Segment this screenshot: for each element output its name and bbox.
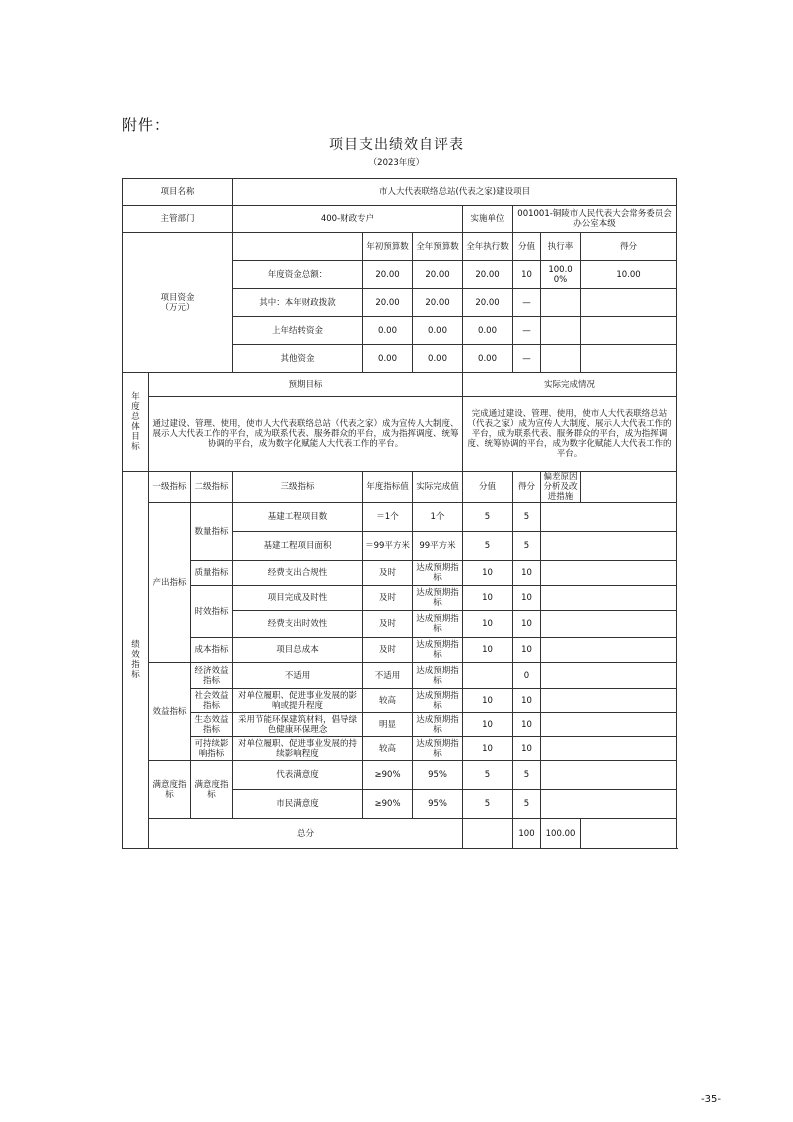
- effect-label: 效益指标: [149, 663, 191, 761]
- ind-actual: 达成预期指标: [413, 737, 463, 761]
- ind-target: 较高: [363, 689, 413, 713]
- ind-deviation: [541, 761, 677, 790]
- dept-value: 400-财政专户: [233, 206, 463, 233]
- funds-cell: [541, 345, 581, 373]
- ind-deviation: [541, 713, 677, 737]
- ind-weight: 10: [463, 689, 513, 713]
- ind-name: 项目完成及时性: [233, 586, 363, 611]
- page-title: 项目支出绩效自评表: [329, 137, 464, 153]
- ind-weight: 10: [463, 561, 513, 586]
- funds-cell: 20.00: [463, 261, 513, 289]
- total-score: 100.00: [541, 819, 581, 849]
- funds-row-name: 上年结转资金: [233, 317, 363, 345]
- funds-cell: 0.00: [463, 317, 513, 345]
- ind-target: 明显: [363, 713, 413, 737]
- ind-target: 较高: [363, 737, 413, 761]
- funds-cell: 20.00: [463, 289, 513, 317]
- funds-cell: 20.00: [413, 261, 463, 289]
- funds-cell: —: [513, 317, 541, 345]
- ind-header: 实际完成值: [413, 472, 463, 503]
- actual-goal-label: 实际完成情况: [463, 373, 677, 397]
- ind-score: 5: [513, 503, 541, 532]
- impl-label: 实施单位: [463, 206, 513, 233]
- funds-cell: 0.00: [413, 345, 463, 373]
- funds-cell: [581, 289, 677, 317]
- funds-header-blank: [233, 233, 363, 261]
- ind-score: 5: [513, 532, 541, 561]
- dept-label: 主管部门: [123, 206, 233, 233]
- project-name-label: 项目名称: [123, 179, 233, 206]
- funds-header: 全年执行数: [463, 233, 513, 261]
- ind-deviation: [541, 532, 677, 561]
- ind-deviation: [541, 503, 677, 532]
- ind-score: 10: [513, 611, 541, 638]
- funds-cell: 20.00: [413, 289, 463, 317]
- ind-deviation: [541, 586, 677, 611]
- funds-cell: [541, 289, 581, 317]
- expected-goal-label: 预期目标: [149, 373, 463, 397]
- total-weight: 100: [513, 819, 541, 849]
- expected-goal-text: 通过建设、管理、使用，使市人大代表联络总站（代表之家）成为宣传人大制度、展示人大代表工作的平台，成为联系代表、服务群众的平台，成为指挥调度、统筹协调的平台，成为数字化赋能人大代表工作的平台。: [149, 397, 463, 472]
- funds-header: 全年预算数: [413, 233, 463, 261]
- funds-cell: [581, 345, 677, 373]
- timeliness-label: 时效指标: [191, 586, 233, 638]
- attachment-label: 附件：: [122, 116, 171, 134]
- ind-actual: 达成预期指标: [413, 638, 463, 663]
- funds-header: 年初预算数: [363, 233, 413, 261]
- funds-cell: 10.00: [581, 261, 677, 289]
- ind-score: 10: [513, 586, 541, 611]
- satisfaction2-label: 满意度指标: [191, 761, 233, 819]
- evaluation-table: [122, 178, 677, 849]
- funds-header: 执行率: [541, 233, 581, 261]
- cost-label: 成本指标: [191, 638, 233, 663]
- total-deviation: [581, 819, 677, 849]
- funds-cell: [581, 317, 677, 345]
- ind-score: 10: [513, 638, 541, 663]
- ind-actual: 95%: [413, 761, 463, 790]
- ind-score: 5: [513, 761, 541, 790]
- funds-label: [123, 233, 233, 373]
- ind-target: ≥90%: [363, 761, 413, 790]
- ind-weight: 10: [463, 611, 513, 638]
- ind-weight: 10: [463, 638, 513, 663]
- ind-name: 基建工程项目数: [233, 503, 363, 532]
- total-blank: [463, 819, 513, 849]
- ind-name: 对单位履职、促进事业发展的持续影响程度: [233, 737, 363, 761]
- ind-deviation: [541, 638, 677, 663]
- funds-header: 分值: [513, 233, 541, 261]
- ind-actual: 达成预期指标: [413, 663, 463, 689]
- ind-score: 10: [513, 689, 541, 713]
- funds-label-text: 项目资金: [160, 292, 195, 303]
- funds-row-name: 年度资金总额：: [233, 261, 363, 289]
- ind-deviation: [541, 790, 677, 819]
- ind-deviation: [541, 737, 677, 761]
- funds-row-name: 其中：本年财政拨款: [233, 289, 363, 317]
- ind-name: 市民满意度: [233, 790, 363, 819]
- quantity-label: 数量指标: [191, 503, 233, 561]
- ind-header: 一级指标: [149, 472, 191, 503]
- ind-weight: [463, 663, 513, 689]
- indicators-label: 绩 效 指 标: [123, 472, 149, 849]
- funds-header: 得分: [581, 233, 677, 261]
- ind-blank: [581, 472, 677, 503]
- impl-value: 001001-铜陵市人民代表大会常务委员会办公室本级: [513, 206, 677, 233]
- ind-score: 5: [513, 790, 541, 819]
- project-name: 市人大代表联络总站(代表之家)建设项目: [233, 179, 677, 206]
- funds-row-name: 其他资金: [233, 345, 363, 373]
- funds-cell: 20.00: [363, 289, 413, 317]
- funds-cell: —: [513, 345, 541, 373]
- ind-weight: 10: [463, 737, 513, 761]
- ind-target: 及时: [363, 611, 413, 638]
- ind-deviation: [541, 663, 677, 689]
- ind-header: 分值: [463, 472, 513, 503]
- ind-score: 10: [513, 713, 541, 737]
- ind-score: 10: [513, 561, 541, 586]
- ind-name: 经费支出合规性: [233, 561, 363, 586]
- ind-header: 偏差原因分析及改进措施: [541, 472, 581, 503]
- ind-header: 年度指标值: [363, 472, 413, 503]
- ind-weight: 5: [463, 503, 513, 532]
- ind-target: 及时: [363, 586, 413, 611]
- ind-name: 采用节能环保建筑材料，倡导绿色健康环保理念: [233, 713, 363, 737]
- funds-unit: （万元）: [160, 302, 195, 313]
- ind-header: 三级指标: [233, 472, 363, 503]
- funds-cell: 100.00%: [541, 261, 581, 289]
- ind-deviation: [541, 561, 677, 586]
- ind-header: 得分: [513, 472, 541, 503]
- ind-actual: 达成预期指标: [413, 689, 463, 713]
- ind-weight: 5: [463, 532, 513, 561]
- ind-name: 项目总成本: [233, 638, 363, 663]
- ind-weight: 5: [463, 761, 513, 790]
- quality-label: 质量指标: [191, 561, 233, 586]
- ind-target: 不适用: [363, 663, 413, 689]
- ecological-label: 生态效益指标: [191, 713, 233, 737]
- year-label: （2023年度）: [368, 158, 425, 168]
- ind-weight: 10: [463, 586, 513, 611]
- funds-cell: 10: [513, 261, 541, 289]
- ind-score: 0: [513, 663, 541, 689]
- ind-weight: 5: [463, 790, 513, 819]
- output-label: 产出指标: [149, 503, 191, 663]
- funds-cell: 20.00: [363, 261, 413, 289]
- ind-name: 对单位履职、促进事业发展的影响或提升程度: [233, 689, 363, 713]
- ind-actual: 达成预期指标: [413, 586, 463, 611]
- ind-target: ＝99平方米: [363, 532, 413, 561]
- ind-target: 及时: [363, 561, 413, 586]
- ind-target: ≥90%: [363, 790, 413, 819]
- ind-actual: 95%: [413, 790, 463, 819]
- funds-cell: 0.00: [413, 317, 463, 345]
- ind-header: 二级指标: [191, 472, 233, 503]
- ind-name: 代表满意度: [233, 761, 363, 790]
- social-label: 社会效益指标: [191, 689, 233, 713]
- ind-weight: 10: [463, 713, 513, 737]
- economic-label: 经济效益指标: [191, 663, 233, 689]
- ind-target: 及时: [363, 638, 413, 663]
- ind-name: 基建工程项目面积: [233, 532, 363, 561]
- actual-goal-text: 完成通过建设、管理、使用，使市人大代表联络总站（代表之家）成为宣传人大制度、展示人大代表工作的平台，成为联系代表、服务群众的平台，成为指挥调度、统筹协调的平台，成为数字化赋能人大代表工作的平台。: [463, 397, 677, 472]
- funds-cell: 0.00: [363, 317, 413, 345]
- ind-actual: 达成预期指标: [413, 611, 463, 638]
- funds-cell: 0.00: [463, 345, 513, 373]
- goals-label: 年 度 总 体 目 标: [123, 373, 149, 472]
- page-number: -35-: [701, 1094, 721, 1105]
- ind-name: 经费支出时效性: [233, 611, 363, 638]
- satisfaction-label: 满意度指标: [149, 761, 191, 819]
- sustainable-label: 可持续影响指标: [191, 737, 233, 761]
- ind-actual: 达成预期指标: [413, 561, 463, 586]
- ind-actual: 1个: [413, 503, 463, 532]
- ind-actual: 达成预期指标: [413, 713, 463, 737]
- funds-cell: —: [513, 289, 541, 317]
- ind-actual: 99平方米: [413, 532, 463, 561]
- ind-name: 不适用: [233, 663, 363, 689]
- ind-deviation: [541, 689, 677, 713]
- total-label: 总分: [149, 819, 463, 849]
- funds-cell: [541, 317, 581, 345]
- ind-score: 10: [513, 737, 541, 761]
- ind-target: ＝1个: [363, 503, 413, 532]
- ind-deviation: [541, 611, 677, 638]
- funds-cell: 0.00: [363, 345, 413, 373]
